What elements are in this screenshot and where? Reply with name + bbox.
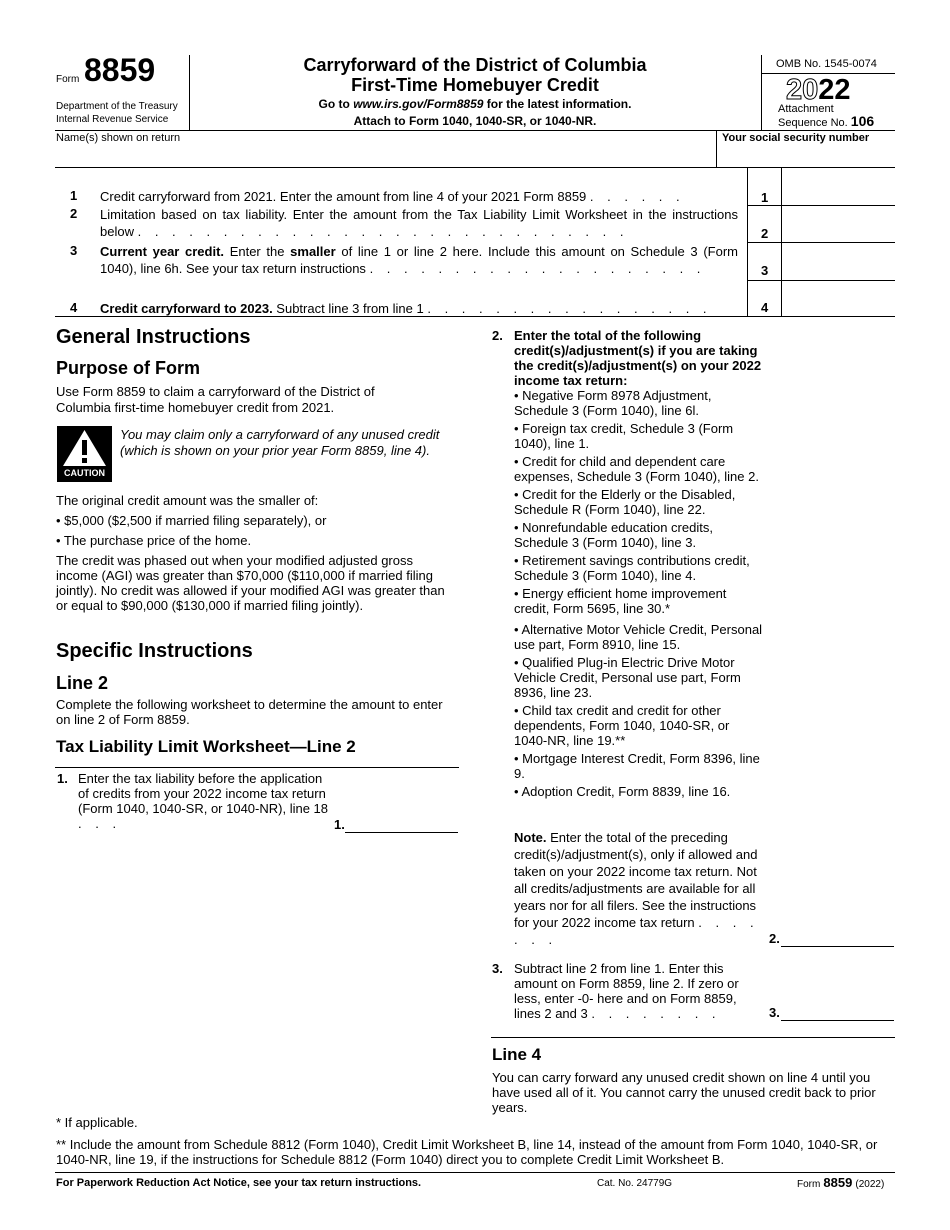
ws2-item-elderly: • Credit for the Elderly or the Disabled, Schedule R (Form 1040), line 22. xyxy=(514,487,736,517)
phaseout-text: The credit was phased out when your modified adjusted gross income (AGI) was greater than $70,000 ($110,000 if married filing jointly). No credit was allowed if your modified AGI was greater than or equal to $90,000 ($130,000 if married filing jointly). xyxy=(56,553,445,613)
line-2-desc: Limitation based on tax liability. Enter the amount from the Tax Liability Limit Worksheet in the instructions below xyxy=(100,207,738,239)
ws-line-1-number: 1. xyxy=(57,771,68,786)
header-divider-right xyxy=(761,55,762,130)
ws2-item-mortgage: • Mortgage Interest Credit, Form 8396, line 9. xyxy=(514,751,760,781)
line-4-desc: Subtract line 3 from line 1 xyxy=(272,301,424,316)
leader-dots: . . . . . . xyxy=(589,189,685,204)
ws-line-3-number: 3. xyxy=(492,961,503,976)
note-text: Enter the total of the preceding credit(s)/adjustment(s), only if allowed and taken on your 2022 income tax return. Not all credits/adjustments are available for all years nor for all filers. See the instructions for your 2022 income tax return xyxy=(514,830,758,930)
line-2-number: 2 xyxy=(70,206,78,221)
sequence-label-text: Sequence No. xyxy=(778,117,848,129)
goto-prefix: Go to xyxy=(318,97,354,111)
specific-instructions-heading: Specific Instructions xyxy=(56,640,253,662)
caution-text: You may claim only a carryforward of any unused credit (which is shown on your prior year Form 8859, line 4). xyxy=(120,427,440,458)
line-2-amount[interactable] xyxy=(782,206,895,242)
ws-line-3-text xyxy=(514,961,759,1021)
original-bullet-2: • The purchase price of the home. xyxy=(56,533,252,548)
dept-treasury: Department of the Treasury xyxy=(56,101,178,112)
caution-icon xyxy=(57,426,112,482)
name-field-label: Name(s) shown on return xyxy=(56,132,181,144)
line2-text: Complete the following worksheet to determine the amount to enter on line 2 of Form 8859. xyxy=(56,697,443,727)
line-4-lead: Credit carryforward to 2023. xyxy=(100,301,273,316)
line-3-text xyxy=(100,243,738,277)
goto-suffix: for the latest information. xyxy=(483,97,632,111)
ws2-item-negative-8978: • Negative Form 8978 Adjustment, Schedule 3 (Form 1040), line 6l. xyxy=(514,388,712,418)
line-3-box-label: 3 xyxy=(761,263,769,278)
ws2-item-adoption: • Adoption Credit, Form 8839, line 16. xyxy=(514,784,731,799)
line-4-number: 4 xyxy=(70,300,78,315)
ws-line-3-input[interactable] xyxy=(781,1003,894,1021)
footnote-double: ** Include the amount from Schedule 8812 (Form 1040), Credit Limit Worksheet B, line 14, instead of the amount from Form 1040, 1040-SR, or 1040-NR, line 19, if the instructions for Schedule 8812 (Form 1040) direct you to complete Credit Limit Worksheet B. xyxy=(56,1137,878,1167)
leader-dots: . . . . . . . . . . . . . . . . . xyxy=(427,301,712,316)
omb-number: OMB No. 1545-0074 xyxy=(776,58,877,70)
ws-line-2-items xyxy=(514,388,764,802)
ws2-item-foreign-tax: • Foreign tax credit, Schedule 3 (Form 1040), line 1. xyxy=(514,421,734,451)
leader-dots: . . . . . . . . . . . . . . . . . . . . . . . . . . . . . xyxy=(137,224,629,239)
line-1-number: 1 xyxy=(70,188,78,203)
name-input[interactable] xyxy=(56,146,712,166)
ws2-item-plugin: • Qualified Plug-in Electric Drive Motor Vehicle Credit, Personal use part, Form 8936, line 23. xyxy=(514,655,741,700)
worksheet-top-rule xyxy=(55,767,459,768)
ws-line-1-label: 1. xyxy=(334,817,345,832)
line2-heading: Line 2 xyxy=(56,673,109,693)
tax-year-bold: 22 xyxy=(818,74,851,106)
original-bullet-1: • $5,000 ($2,500 if married filing separately), or xyxy=(56,513,327,528)
paperwork-notice: For Paperwork Reduction Act Notice, see your tax return instructions. xyxy=(56,1177,422,1189)
purpose-text: Use Form 8859 to claim a carryforward of the District of Columbia first-time homebuyer credit from 2021. xyxy=(56,384,375,415)
ws2-item-child-care: • Credit for child and dependent care expenses, Schedule 3 (Form 1040), line 2. xyxy=(514,454,759,484)
ws-line-2-heading: Enter the total of the following credit(s)/adjustment(s) if you are taking the credit(s)/adjustment(s) on your 2022 income tax return: xyxy=(514,328,762,388)
irs-name: Internal Revenue Service xyxy=(56,114,169,125)
header-bottom-rule xyxy=(55,130,895,131)
worksheet-bottom-rule xyxy=(491,1037,895,1038)
leader-dots: . . . . . . . . . . . . . . . . . . . . xyxy=(369,261,706,276)
ws2-item-child-tax: • Child tax credit and credit for other dependents, Form 1040, 1040-SR, or 1040-NR, line 19.** xyxy=(514,703,730,748)
ws2-item-alt-motor: • Alternative Motor Vehicle Credit, Personal use part, Form 8910, line 15. xyxy=(514,622,763,652)
catalog-number: Cat. No. 24779G xyxy=(597,1178,673,1189)
line4-text: You can carry forward any unused credit shown on line 4 until you have used all of it. You cannot carry the unused credit back to prior years. xyxy=(492,1070,876,1115)
line-4-amount[interactable] xyxy=(782,281,895,315)
line-4-text xyxy=(100,300,745,317)
tax-year-outline: 20 xyxy=(786,74,819,106)
line4-heading: Line 4 xyxy=(492,1045,542,1064)
purpose-heading: Purpose of Form xyxy=(56,358,201,378)
ws2-item-education: • Nonrefundable education credits, Schedule 3 (Form 1040), line 3. xyxy=(514,520,713,550)
ws-line-2-input[interactable] xyxy=(781,929,894,947)
name-row-bottom-rule xyxy=(55,167,895,168)
sequence-number: 106 xyxy=(850,113,875,129)
line-2-box-label: 2 xyxy=(761,226,769,241)
original-intro: The original credit amount was the smaller of: xyxy=(56,493,319,508)
ws-line-2-note xyxy=(514,829,759,948)
ws-line-1-input[interactable] xyxy=(345,815,458,833)
worksheet-heading: Tax Liability Limit Worksheet—Line 2 xyxy=(56,737,356,756)
note-label: Note. xyxy=(514,830,547,845)
ws-line-3-desc: Subtract line 2 from line 1. Enter this amount on Form 8859, line 2. If zero or less, enter -0- here and on Form 8859, lines 2 and 3 xyxy=(514,961,739,1021)
line-3-lead: Current year credit. xyxy=(100,244,225,259)
general-instructions-heading: General Instructions xyxy=(56,326,251,348)
sequence-label xyxy=(778,115,874,130)
lines-bottom-rule xyxy=(55,316,895,317)
form-title-line1: Carryforward of the District of Columbia xyxy=(303,55,647,75)
ssn-field-label: Your social security number xyxy=(722,132,870,144)
ws2-item-retirement: • Retirement savings contributions credit, Schedule 3 (Form 1040), line 4. xyxy=(514,553,750,583)
footer-form-id xyxy=(797,1176,884,1191)
ssn-input[interactable] xyxy=(722,146,892,166)
line-3-text-a: Enter the xyxy=(224,244,291,259)
line-3-text-b: of line 1 or line 2 here. Include this amount on Schedule 3 (Form 1040), line 6h. See your tax return instructions xyxy=(100,244,738,276)
footer-form-word: Form xyxy=(797,1179,821,1190)
form-header xyxy=(0,0,950,130)
line-1-desc: Credit carryforward from 2021. Enter the amount from line 4 of your 2021 Form 8859 xyxy=(100,189,587,204)
footer-year: (2022) xyxy=(855,1179,885,1190)
ws-line-1-text xyxy=(78,771,328,831)
line-1-text xyxy=(100,188,745,205)
irs-url[interactable]: www.irs.gov/Form8859 xyxy=(353,97,484,111)
ws2-item-energy: • Energy efficient home improvement credit, Form 5695, line 30.* xyxy=(514,586,727,616)
line-3-amount[interactable] xyxy=(782,243,895,280)
line-2-text xyxy=(100,206,738,240)
form-number: 8859 xyxy=(84,52,156,88)
ws-line-3-label: 3. xyxy=(769,1005,780,1020)
ws-line-2-number: 2. xyxy=(492,328,503,343)
goto-instruction xyxy=(190,97,760,112)
footer-rule xyxy=(55,1172,895,1173)
line-1-box-label: 1 xyxy=(761,190,769,205)
footer-form-number: 8859 xyxy=(823,1175,853,1190)
form-word: Form xyxy=(56,74,80,85)
attach-instruction: Attach to Form 1040, 1040-SR, or 1040-NR. xyxy=(353,114,597,128)
line-3-number: 3 xyxy=(70,243,78,258)
tax-year xyxy=(786,73,851,107)
leader-dots: . . . . . . . xyxy=(514,915,759,947)
leader-dots: . . . . . . . . xyxy=(591,1006,721,1021)
line-1-amount[interactable] xyxy=(782,168,895,205)
form-title-line2: First-Time Homebuyer Credit xyxy=(351,75,599,95)
line-4-box-label: 4 xyxy=(761,300,769,315)
caution-label: CAUTION xyxy=(64,468,105,478)
ssn-divider xyxy=(716,130,717,167)
ws-line-2-label: 2. xyxy=(769,931,780,946)
attachment-label: Attachment xyxy=(778,103,834,115)
ws-line-1-desc: Enter the tax liability before the application of credits from your 2022 income tax return (Form 1040, 1040-SR, or 1040-NR), line 18 xyxy=(78,771,329,816)
leader-dots: . . . xyxy=(78,816,122,831)
footnote-single: * If applicable. xyxy=(56,1115,138,1130)
line-3-emphasis: smaller xyxy=(290,244,336,259)
